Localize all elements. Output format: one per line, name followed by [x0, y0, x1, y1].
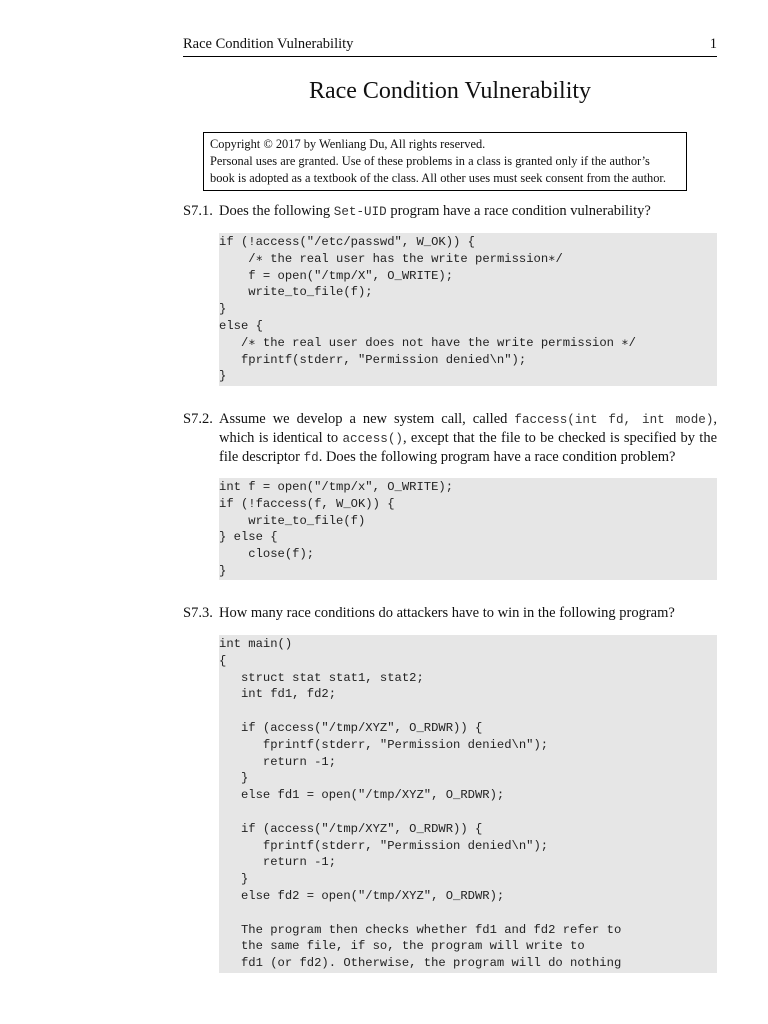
code-line: else fd2 = open("/tmp/XYZ", O_RDWR);: [219, 888, 505, 903]
code-line: [219, 804, 717, 821]
code-line: if (!faccess(f, W_OK)) {: [219, 496, 395, 511]
code-line: struct stat stat1, stat2;: [219, 670, 424, 685]
question-s7-3: [183, 604, 717, 622]
code-line: write_to_file(f): [219, 513, 366, 528]
code-line: }: [219, 771, 249, 786]
question-s7-1: [183, 202, 717, 221]
code-line: {: [219, 653, 227, 668]
code-line: f = open("/tmp/X", O_WRITE);: [219, 268, 454, 283]
code-line: int f = open("/tmp/x", O_WRITE);: [219, 480, 454, 494]
code-line: if (!access("/etc/passwd", W_OK)) {: [219, 235, 475, 249]
code-line: int main(): [219, 637, 293, 651]
code-line: if (access("/tmp/XYZ", O_RDWR)) {: [219, 821, 483, 836]
code-line: }: [219, 872, 249, 887]
code-line: }: [219, 563, 227, 578]
question-text: How many race conditions do attackers have to win in the following program?: [219, 605, 675, 621]
code-line: fprintf(stderr, "Permission denied\n");: [219, 838, 549, 853]
code-block: [219, 233, 717, 386]
copyright-line: Copyright © 2017 by Wenliang Du, All rights reserved.: [210, 137, 486, 151]
code-line: return -1;: [219, 754, 337, 769]
code-line: /∗ the real user does not have the write permission ∗/: [219, 335, 636, 350]
inline-code: fd: [303, 451, 319, 465]
code-line: the same file, if so, the program will write to: [219, 939, 585, 954]
code-line: }: [219, 302, 227, 317]
code-line: write_to_file(f);: [219, 285, 373, 300]
code-line: /∗ the real user has the write permission∗/: [219, 251, 563, 266]
code-line: return -1;: [219, 855, 337, 870]
copyright-line: Personal uses are granted. Use of these problems in a class is granted only if the author’s: [210, 154, 650, 168]
code-line: [219, 905, 717, 922]
code-line: }: [219, 369, 227, 384]
question-s7-2: [183, 410, 717, 467]
code-line: else {: [219, 318, 263, 333]
code-block: [219, 478, 717, 580]
inline-code: faccess(int fd, int mode): [514, 413, 714, 427]
page-header: [183, 34, 717, 57]
code-line: [219, 703, 717, 720]
code-line: close(f);: [219, 547, 315, 562]
inline-code: access(): [342, 432, 403, 446]
code-line: fprintf(stderr, "Permission denied\n");: [219, 737, 549, 752]
code-line: if (access("/tmp/XYZ", O_RDWR)) {: [219, 720, 483, 735]
code-line: fd1 (or fd2). Otherwise, the program will do nothing: [219, 956, 622, 971]
question-number: S7.2.: [183, 411, 213, 427]
question-number: S7.3.: [183, 605, 213, 621]
copyright-box: [203, 132, 687, 191]
running-title: Race Condition Vulnerability: [183, 36, 354, 52]
question-text: Does the following Set-UID program have a race condition vulnerability?: [219, 203, 651, 219]
code-line: } else {: [219, 530, 278, 545]
code-line: fprintf(stderr, "Permission denied\n");: [219, 352, 527, 367]
inline-code: Set-UID: [333, 205, 387, 219]
question-number: S7.1.: [183, 203, 213, 219]
code-line: else fd1 = open("/tmp/XYZ", O_RDWR);: [219, 788, 505, 803]
document-title: Race Condition Vulnerability: [308, 78, 592, 104]
code-line: The program then checks whether fd1 and fd2 refer to: [219, 922, 622, 937]
copyright-line: book is adopted as a textbook of the class. All other uses must seek consent from the author.: [210, 171, 666, 185]
code-line: int fd1, fd2;: [219, 687, 337, 702]
code-block: [219, 635, 717, 973]
question-text: Assume we develop a new system call, called faccess(int fd, int mode), which is identical to access(), except that the file to be checked is specified by the file descriptor fd. Does the following program have a race condition problem?: [219, 411, 718, 465]
page-number: 1: [709, 36, 717, 52]
